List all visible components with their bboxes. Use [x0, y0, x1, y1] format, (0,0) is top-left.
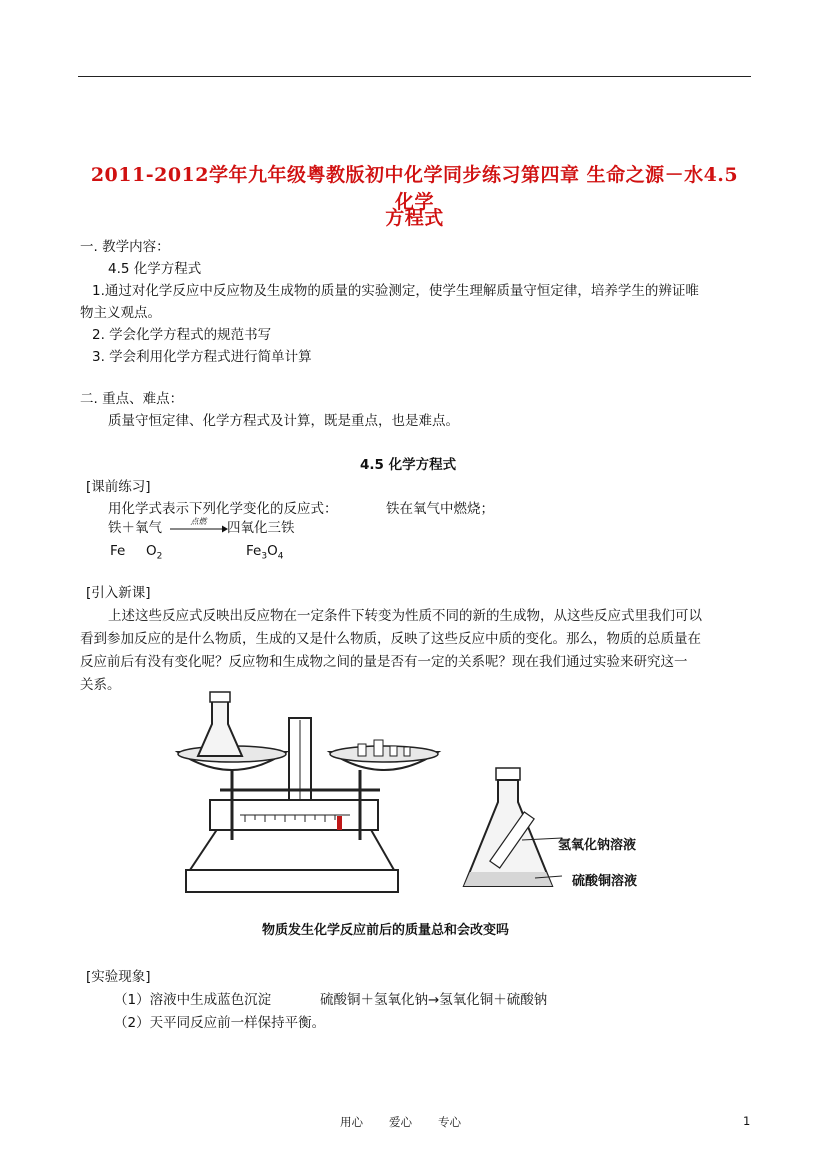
section2-text: 质量守恒定律、化学方程式及计算，既是重点，也是难点。 — [108, 413, 459, 429]
preclass-reaction-desc: 铁在氧气中燃烧； — [386, 501, 494, 517]
intro-line3: 反应前后有没有变化呢？反应物和生成物之间的量是否有一定的关系呢？现在我们通过实验来研究这一 — [80, 654, 688, 670]
product-word: 四氧化三铁 — [227, 520, 295, 536]
footer-word-2: 爱心 — [389, 1115, 412, 1129]
center-heading: 4.5 化学方程式 — [360, 457, 457, 473]
figure-caption: 物质发生化学反应前后的质量总和会改变吗 — [262, 923, 510, 938]
phenomena-item1: （1）溶液中生成蓝色沉淀 — [114, 992, 272, 1008]
intro-line4: 关系。 — [80, 677, 121, 693]
doc-title-line1: 2011-2012学年九年级粤教版初中化学同步练习第四章 生命之源－水4.5 化学 — [90, 164, 739, 213]
intro-line2: 看到参加反应的是什么物质，生成的又是什么物质，反映了这些反应中质的变化。那么，物质的总质量在 — [80, 631, 701, 647]
formula-o2: $O_2$ — [146, 543, 163, 562]
section1-item3: 3. 学会利用化学方程式进行简单计算 — [92, 349, 312, 365]
phenomena-equation: 硫酸铜＋氢氧化钠→氢氧化铜＋硫酸钠 — [320, 992, 548, 1008]
formula-fe3o4: $Fe_3O_4$ — [246, 543, 284, 562]
formula-fe: Fe — [110, 543, 126, 559]
reactant-words: 铁＋氧气 — [108, 520, 162, 536]
label-naoh: 氢氧化钠溶液 — [558, 838, 637, 853]
section1-heading: 一. 教学内容： — [80, 239, 170, 255]
preclass-prompt: 用化学式表示下列化学变化的反应式： — [108, 501, 338, 517]
section1-item1-line1: 1.通过对化学反应中反应物及生成物的质量的实验测定，使学生理解质量守恒定律，培养学生的辨证唯 — [92, 283, 699, 299]
page-number: 1 — [743, 1114, 751, 1128]
phenomena-label: [实验现象] — [86, 969, 151, 985]
label-cuso4: 硫酸铜溶液 — [572, 874, 638, 889]
reaction-condition: 点燃 — [190, 517, 207, 526]
intro-label: [引入新课] — [86, 585, 151, 601]
doc-title-line2: 方程式 — [385, 207, 444, 229]
footer-word-1: 用心 — [340, 1115, 363, 1129]
phenomena-item2: （2）天平同反应前一样保持平衡。 — [114, 1015, 326, 1031]
preclass-label: [课前练习] — [86, 479, 151, 495]
footer-word-3: 专心 — [438, 1115, 461, 1129]
intro-line1: 上述这些反应式反映出反应物在一定条件下转变为性质不同的新的生成物，从这些反应式里我们可以 — [108, 608, 702, 624]
reaction-arrow-icon — [170, 524, 228, 534]
section1-item2: 2. 学会化学方程式的规范书写 — [92, 327, 272, 343]
header-rule — [78, 76, 751, 77]
section2-heading: 二. 重点、难点： — [80, 391, 184, 407]
section1-item1-line2: 物主义观点。 — [80, 305, 161, 321]
section1-subheading: 4.5 化学方程式 — [108, 261, 202, 277]
